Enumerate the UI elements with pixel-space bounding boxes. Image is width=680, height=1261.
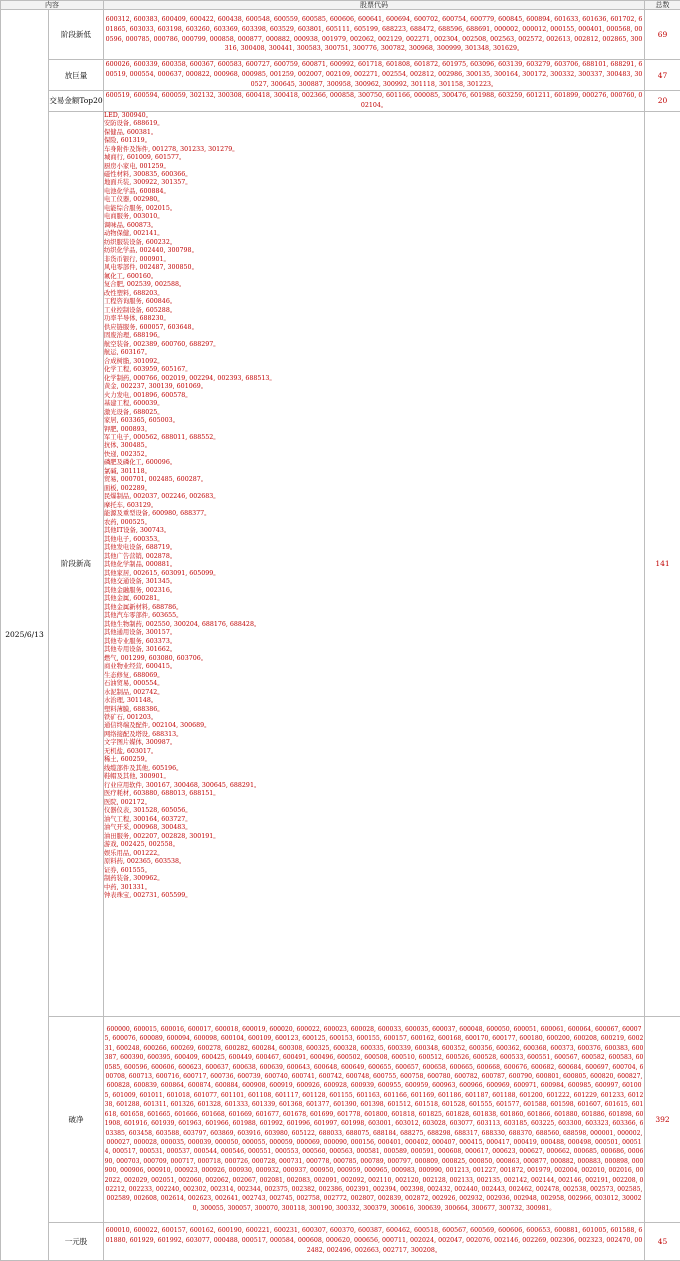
industry-line: 稀土, 600259。: [104, 756, 644, 764]
category-cell: 交易金额Top20: [49, 91, 104, 112]
industry-line: 安防设备, 688619。: [104, 120, 644, 128]
industry-line: 激光设备, 688025。: [104, 409, 644, 417]
industry-line: 石油贸易, 000554。: [104, 680, 644, 688]
table-row: [1, 60, 680, 91]
codes-cell: 600312, 600383, 600409, 600422, 600438, 600548, 600559, 600585, 600606, 600641, 600694, 600702, 600754, 600779, 600845, 600894, 601633, 601636, 601702, 601865, 603033, 603198, 603260, 603369, 603398, 603529, 603801, 605111, 605199, 688223, 688472, 688596, 688691, 000002, 000012, 000155, 000401, 000568, 000596, 000785, 000786, 000799, 000858, 000877, 000882, 000938, 001979, 002062, 002129, 002271, 002304, 002508, 002563, 002572, 002613, 002812, 002865, 300316, 300408, 300441, 300583, 300751, 300776, 300782, 300968, 300999, 301348, 301629。: [104, 10, 645, 60]
industry-line: 商业物业经营, 600415。: [104, 663, 644, 671]
industry-line: 电池化学品, 600884。: [104, 188, 644, 196]
industry-line: 保险, 601319。: [104, 137, 644, 145]
industry-line: 其他金属, 600281。: [104, 595, 644, 603]
industry-line: 纺织服装设备, 600232。: [104, 239, 644, 247]
industry-line: 工程咨询服务, 600846。: [104, 298, 644, 306]
count-cell: 392: [645, 1016, 680, 1222]
industry-line: 电商服务, 003010。: [104, 213, 644, 221]
date-cell: 2025/6/13: [1, 10, 49, 1261]
industry-line: 火力发电, 001896, 600578。: [104, 392, 644, 400]
industry-line: 化学制药, 000766, 002019, 002294, 002393, 688513。: [104, 375, 644, 383]
industry-line: 网络接配及塔设, 688313。: [104, 731, 644, 739]
category-cell: 破净: [49, 1016, 104, 1222]
count-cell: 20: [645, 91, 680, 112]
industry-line: 无机盐, 603017。: [104, 748, 644, 756]
industry-line: 其他IT设备, 300743。: [104, 527, 644, 535]
count-cell: 47: [645, 60, 680, 91]
count-cell: 141: [645, 111, 680, 1016]
industry-line: 其他化学制品, 000881。: [104, 561, 644, 569]
industry-line: 调味品, 600873。: [104, 222, 644, 230]
industry-line: 厨房小家电, 001259。: [104, 163, 644, 171]
industry-line: 能源及重型设备, 600980, 688377。: [104, 510, 644, 518]
industry-line: 固废治理, 688196。: [104, 332, 644, 340]
industry-line: 黄金, 002237, 300139, 601069。: [104, 383, 644, 391]
industry-line: 仪器仪表, 301528, 605056。: [104, 807, 644, 815]
industry-line: 钟表珠宝, 002731, 605599。: [104, 892, 644, 900]
industry-line: 其他专用设备, 301662。: [104, 646, 644, 654]
industry-line: 保健品, 600381。: [104, 129, 644, 137]
industry-line: 娱乐用品, 001222。: [104, 850, 644, 858]
industry-line: 化学工程, 603959, 605167。: [104, 366, 644, 374]
industry-line: 线缆部件及其他, 605196。: [104, 765, 644, 773]
industry-line: 风电零部件, 002487, 300850。: [104, 264, 644, 272]
industry-line: 航空装备, 002389, 600760, 688297。: [104, 341, 644, 349]
industry-line: 油田服务, 002207, 002828, 300191。: [104, 833, 644, 841]
industry-line: 铁矿石, 001203。: [104, 714, 644, 722]
industry-line: 其他电子, 600353。: [104, 536, 644, 544]
industry-line: 快递, 002352。: [104, 451, 644, 459]
table-row: [1, 1016, 680, 1222]
category-cell: 阶段新高: [49, 111, 104, 1016]
codes-cell: 600010, 600022, 600157, 600162, 600190, 600221, 600231, 600307, 600370, 600387, 600462, 600518, 600567, 600569, 600606, 600653, 600881, 601005, 601588, 601880, 601929, 601992, 603077, 000488, 000517, 000584, 000608, 000620, 000656, 000711, 002024, 002047, 002076, 002146, 002269, 002306, 002323, 002470, 002482, 002496, 002663, 002717, 300208。: [104, 1222, 645, 1260]
header-codes: 股票代码: [104, 1, 645, 10]
industry-line: 抗体, 300485。: [104, 442, 644, 450]
industry-line: 氟化工, 600160。: [104, 273, 644, 281]
industry-line: 非货币银行, 000901。: [104, 256, 644, 264]
industry-line: 行业应用软件, 300167, 300468, 300645, 688291。: [104, 782, 644, 790]
industry-line: 油气工程, 300164, 603727。: [104, 816, 644, 824]
industry-line: 医院, 002172。: [104, 799, 644, 807]
count-cell: 45: [645, 1222, 680, 1260]
industry-line: 医疗耗材, 603880, 688013, 688151。: [104, 790, 644, 798]
industry-line: 鞋帽及其他, 300901。: [104, 773, 644, 781]
industry-line: 其他生物制药, 002550, 300204, 688176, 688428。: [104, 621, 644, 629]
industry-line: 制药装备, 300962。: [104, 875, 644, 883]
industry-line: 文字图片媒体, 300987。: [104, 739, 644, 747]
codes-cell: 600519, 600594, 600059, 302132, 300308, 600418, 300418, 002366, 000858, 300750, 601166, 000085, 300476, 601988, 603259, 601211, 601899, 000276, 000760, 002104。: [104, 91, 645, 112]
industry-line: 军工电子, 000562, 688011, 688552。: [104, 434, 644, 442]
industry-line: 钾肥, 000893。: [104, 426, 644, 434]
industry-line: 其他发电设备, 688719。: [104, 544, 644, 552]
industry-line: 车身附件及饰件, 001278, 301233, 301279。: [104, 146, 644, 154]
industry-line: 通信终端及配件, 002104, 300689。: [104, 722, 644, 730]
industry-line: 燃气, 001299, 603080, 603706。: [104, 655, 644, 663]
category-cell: 阶段新低: [49, 10, 104, 60]
industry-line: 水泥制品, 002742。: [104, 689, 644, 697]
category-cell: 放巨量: [49, 60, 104, 91]
industry-line: 功率半导体, 688230。: [104, 315, 644, 323]
industry-line: 其他专业服务, 603373。: [104, 638, 644, 646]
industry-line: 摩托车, 603129。: [104, 502, 644, 510]
industry-line: 动物保健, 002141。: [104, 230, 644, 238]
industry-line: 生态修复, 688069。: [104, 672, 644, 680]
industry-line: 航运, 603167。: [104, 349, 644, 357]
industry-line: 磷肥及磷化工, 600096。: [104, 459, 644, 467]
industry-line: 其他广告营销, 002878。: [104, 553, 644, 561]
industry-line: 游戏, 002425, 002558。: [104, 841, 644, 849]
codes-cell: 600026, 600339, 600358, 600367, 600583, 600727, 600759, 600871, 600992, 601718, 601808, 601872, 601975, 603096, 603139, 603279, 603706, 688101, 688291, 600519, 000554, 000637, 000822, 000968, 000985, 001259, 002007, 002109, 002271, 002554, 002812, 002986, 300135, 300164, 300172, 300332, 300337, 300483, 300527, 300645, 300887, 300958, 300962, 300992, 301118, 301158, 301223。: [104, 60, 645, 91]
industry-line: 其他交通设备, 301345。: [104, 578, 644, 586]
industry-line: 改性塑料, 688203。: [104, 290, 644, 298]
industry-line: 其他金融服务, 002316。: [104, 587, 644, 595]
industry-line: 合成树脂, 301092。: [104, 358, 644, 366]
industry-line: 供应链服务, 600057, 603648。: [104, 324, 644, 332]
industry-line: 城商行, 601009, 601577。: [104, 154, 644, 162]
industry-line: 磁性材料, 300835, 600366。: [104, 171, 644, 179]
industry-line: 其他金属新材料, 688786。: [104, 604, 644, 612]
table-row: [1, 1222, 680, 1260]
header-total: 总数: [645, 1, 680, 10]
industry-line: 复合肥, 002539, 002588。: [104, 281, 644, 289]
industry-line: 油气开采, 000968, 300483。: [104, 824, 644, 832]
count-cell: 69: [645, 10, 680, 60]
industry-line: 原料药, 002365, 603538。: [104, 858, 644, 866]
industry-line: 中药, 301331。: [104, 884, 644, 892]
industry-line: 基建工程, 600039。: [104, 400, 644, 408]
industry-line: 工业控制设备, 605288。: [104, 307, 644, 315]
industry-line: 其他汽车零部件, 603655。: [104, 612, 644, 620]
industry-line: 塑料薄膜, 688386。: [104, 706, 644, 714]
industry-line: 贸易, 000701, 002485, 600287。: [104, 476, 644, 484]
header-content: 内容: [1, 1, 104, 10]
industry-line: 其他家居, 002615, 603091, 605099。: [104, 570, 644, 578]
industry-line: 民爆制品, 002037, 002246, 002683。: [104, 493, 644, 501]
industry-line: 家居, 603365, 605003。: [104, 417, 644, 425]
industry-line: 证券, 601555。: [104, 867, 644, 875]
category-cell: 一元股: [49, 1222, 104, 1260]
industry-line: 纺织化学品, 002440, 300798。: [104, 247, 644, 255]
industry-line: 农药, 000525。: [104, 519, 644, 527]
industry-line: 地面兵装, 300922, 301357。: [104, 179, 644, 187]
codes-cell: [104, 111, 645, 1016]
table-header-row: [1, 1, 680, 10]
table-row: [1, 111, 680, 1016]
industry-line: 其他通用设备, 300157。: [104, 629, 644, 637]
industry-line: 氯碱, 301118。: [104, 468, 644, 476]
codes-cell: 600000, 600015, 600016, 600017, 600018, 600019, 600020, 600022, 600023, 600028, 600033, 600035, 600037, 600048, 600050, 600051, 600061, 600064, 600067, 600075, 600076, 600089, 600094, 600098, 600104, 600109, 600123, 600125, 600153, 600155, 600157, 600162, 600168, 600170, 600177, 600180, 600200, 600208, 600219, 600231, 600248, 600266, 600269, 600278, 600282, 600284, 600308, 600325, 600328, 600335, 600339, 600348, 600352, 600356, 600362, 600368, 600373, 600376, 600383, 600387, 600390, 600395, 600409, 600425, 600449, 600467, 600491, 600496, 600502, 600508, 600510, 600512, 600526, 600528, 600533, 600551, 600567, 600582, 600583, 600585, 600596, 600606, 600623, 600637, 600638, 600639, 600643, 600648, 600649, 600655, 600657, 600658, 600665, 600668, 600676, 600682, 600684, 600697, 600704, 600708, 600713, 600716, 600717, 600736, 600739, 600740, 600741, 600742, 600748, 600755, 600758, 600780, 600782, 600787, 600790, 600801, 600805, 600820, 600827, 600828, 600839, 600864, 600874, 600884, 600908, 600919, 600926, 600928, 600939, 600955, 600959, 600963, 600966, 600969, 600971, 600984, 600985, 600997, 601005, 601009, 601011, 601018, 601077, 601101, 601108, 601117, 601128, 601155, 601163, 601166, 601169, 601186, 601187, 601188, 601200, 601222, 601229, 601233, 601238, 601288, 601311, 601326, 601328, 601333, 601339, 601368, 601377, 601390, 601398, 601512, 601518, 601528, 601555, 601577, 601588, 601598, 601607, 601615, 601618, 601658, 601665, 601666, 601668, 601669, 601677, 601678, 601699, 601778, 601800, 601818, 601825, 601828, 601838, 601860, 601866, 601880, 601886, 601898, 601908, 601916, 601939, 601963, 601966, 601988, 601992, 601996, 601997, 601998, 603001, 603012, 603028, 603077, 603113, 603185, 603225, 603300, 603323, 603366, 603385, 603458, 603588, 603797, 603869, 603916, 603980, 605122, 688033, 688075, 688184, 688275, 688298, 688317, 688330, 688370, 688560, 688598, 000001, 000002, 000027, 000028, 000035, 000039, 000050, 000055, 000059, 000069, 000090, 000156, 000401, 000402, 000407, 000415, 000417, 000419, 000488, 000498, 000501, 000514, 000517, 000531, 000537, 000544, 000546, 000551, 000553, 000560, 000563, 000581, 000589, 000591, 000608, 000617, 000623, 000627, 000662, 000685, 000686, 000690, 000703, 000709, 000717, 000718, 000726, 000728, 000731, 000778, 000785, 000789, 000797, 000809, 000825, 000850, 000863, 000877, 000882, 000883, 000898, 000900, 000906, 000910, 000923, 000926, 000930, 000932, 000937, 000950, 000959, 000965, 000983, 000990, 001213, 001227, 001872, 001979, 002004, 002010, 002016, 002022, 002029, 002051, 002060, 002062, 002067, 002081, 002083, 002091, 002092, 002110, 002120, 002128, 002133, 002135, 002142, 002144, 002146, 002191, 002208, 002212, 002233, 002240, 002302, 002314, 002344, 002375, 002382, 002386, 002391, 002394, 002398, 002432, 002440, 002443, 002462, 002478, 002538, 002573, 002585, 002589, 002608, 002614, 002623, 002641, 002743, 002745, 002758, 002772, 002807, 002839, 002872, 002926, 002932, 002936, 002948, 002958, 002966, 003012, 300020, 300055, 300057, 300070, 300118, 300190, 300332, 300379, 300616, 300639, 300664, 300677, 300732, 300981。: [104, 1016, 645, 1222]
table-row: [1, 91, 680, 112]
industry-line: 面板, 002289。: [104, 485, 644, 493]
industry-line: 水治理, 301148。: [104, 697, 644, 705]
industry-line: 电工仪器, 002980。: [104, 196, 644, 204]
industry-line: LED, 300940。: [104, 112, 644, 120]
industry-line: 电能综合服务, 002015。: [104, 205, 644, 213]
table-row: [1, 10, 680, 60]
